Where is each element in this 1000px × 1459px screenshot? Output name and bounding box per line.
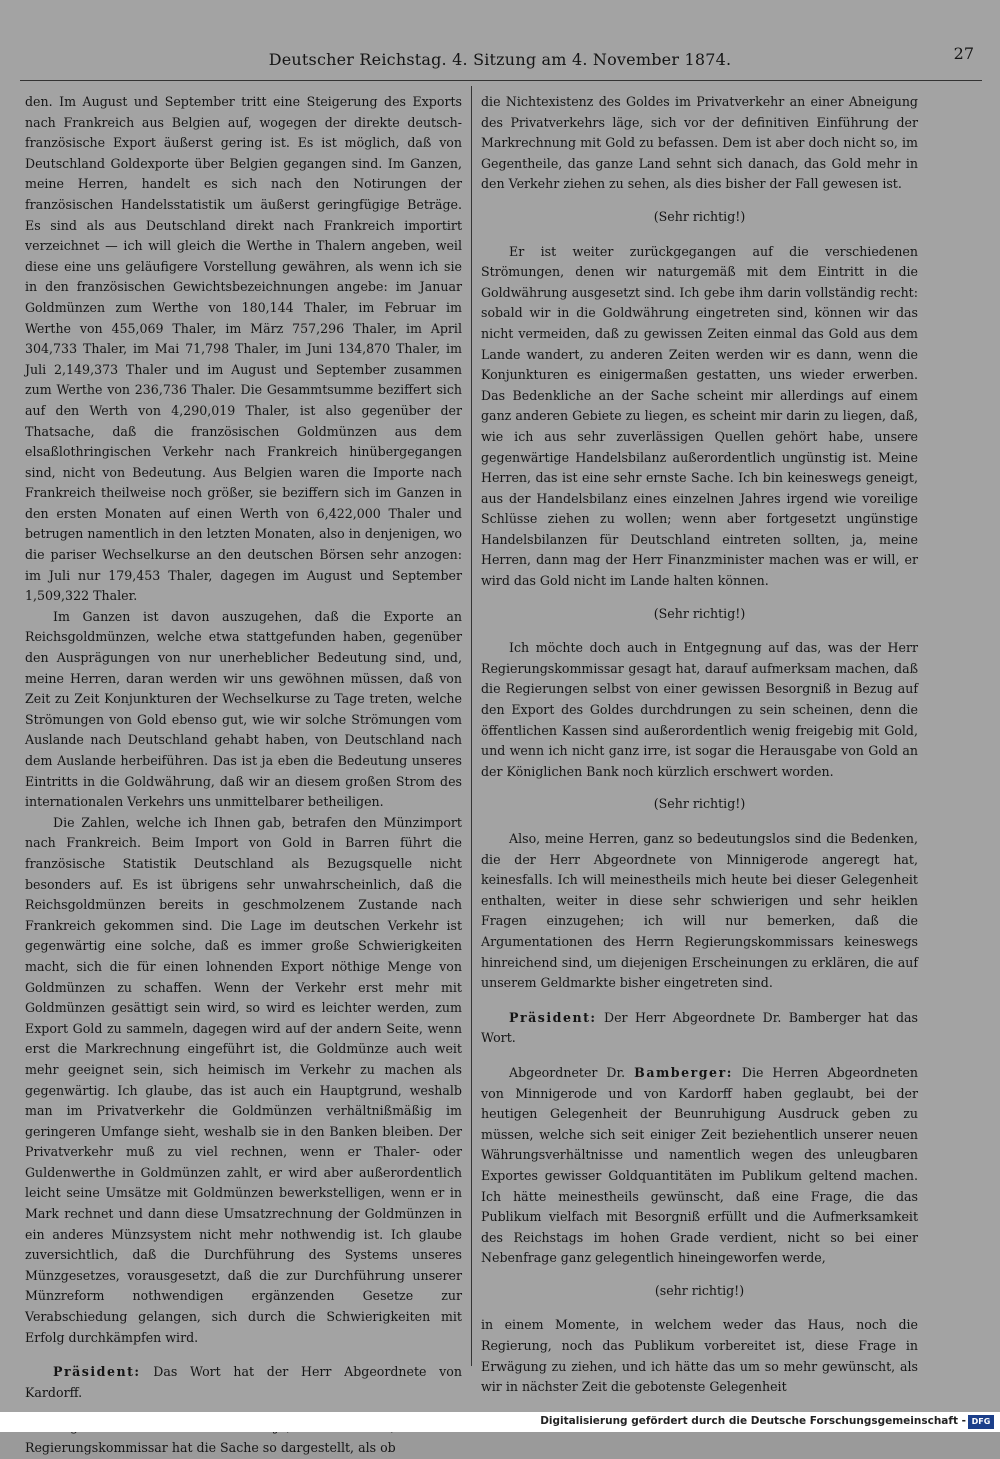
speaker-paragraph: [25, 1362, 462, 1403]
speech-text: Regierungskommissar hat die Sache so dargestellt, als ob: [25, 1440, 396, 1455]
speech-text: Der Herr Abgeordnete Dr. Bamberger hat das Wort.: [481, 1009, 918, 1046]
left-column: [25, 92, 462, 1459]
dfg-logo: DFG: [968, 1415, 994, 1429]
speaker-paragraph: [481, 1063, 918, 1269]
interjection: (Sehr richtig!): [653, 605, 746, 621]
footer-bar: [0, 1412, 1000, 1432]
interjection: (Sehr richtig!): [653, 796, 746, 812]
speech-text: Die Herren Abgeordneten von Minnigerode und von Kardorff haben geglaubt, bei der heutigen Gelegenheit der Beunruhigung Ausdruck geben zu müssen, welche sich seit einiger Zeit beziehentlich unserer neuen Währungsverhältnisse und namentlich wegen des unleugbaren Exportes gewisser Goldquantitäten im Publikum geltend machen. Ich hätte meinestheils gewünscht, daß eine Frage, die das Publikum vielfach mit Besorgniß erfüllt und die Aufmerksamkeit des Reichstags im hohen Grade verdient, nicht so bei einer Nebenfrage ganz gelegentlich hineingeworfen werde,: [481, 1064, 918, 1266]
paragraph: in einem Momente, in welchem weder das Haus, noch die Regierung, noch das Publikum vorbereitet ist, diese Frage in Erwägung zu ziehen, und ich hätte das um so mehr gewünscht, als wir in nächster Zeit die gebotenste Gelegenheit: [481, 1317, 918, 1395]
speech-text: Das Wort hat der Herr Abgeordnete von Kardorff.: [25, 1364, 462, 1400]
paragraph: die Nichtexistenz des Goldes im Privatverkehr an einer Abneigung des Privatverkehrs läge, sich vor der definitiven Einführung der Markrechnung mit Gold zu befassen. Dem ist aber doch nicht so, im Gegentheile, das ganze Land sehnt sich danach, das Gold mehr in den Verkehr ziehen zu sehen, als dies bisher der Fall gewesen ist.: [481, 94, 918, 192]
header-rule: [20, 80, 982, 81]
speaker-name: Präsident:: [509, 1009, 597, 1025]
interjection: (Sehr richtig!): [653, 208, 746, 224]
page-header: [20, 42, 980, 76]
speaker-paragraph: [481, 1008, 918, 1049]
paragraph: Also, meine Herren, ganz so bedeutungslos sind die Bedenken, die der Herr Abgeordnete von Minnigerode angeregt hat, keinesfalls. Ich will meinestheils mich heute bei dieser Gelegenheit enthalten, weiter in diese sehr schwierigen und sehr heiklen Fragen einzugehen; ich will nur bemerken, daß die Argumentationen des Herrn Regierungskommissars keineswegs hinreichend sind, um diejenigen Erscheinungen zu erklären, die auf unserem Geldmarkte bisher eingetreten sind.: [481, 831, 918, 991]
running-title: Deutscher Reichstag. 4. Sitzung am 4. November 1874.: [268, 50, 732, 69]
paragraph: den. Im August und September tritt eine Steigerung des Exports nach Frankreich aus Belgien auf, wogegen der direkte deutsch-französische Export äußerst gering ist. Es ist möglich, daß von Deutschland Goldexporte über Belgien gegangen sind. Im Ganzen, meine Herren, handelt es sich nach den Notirungen der französischen Handelsstatistik um äußerst geringfügige Beträge. Es sind als aus Deutschland direkt nach Frankreich importirt verzeichnet — ich will gleich die Werthe in Thalern angeben, weil diese eine uns geläufigere Vorstellung gewähren, als wenn ich sie in den französischen Gewichtsbezeichnungen angebe: im Januar Goldmünzen zum Werthe von 180,144 Thaler, im Februar im Werthe von 455,069 Thaler, im März 757,296 Thaler, im April 304,733 Thaler, im Mai 71,798 Thaler, im Juni 134,870 Thaler, im Juli 2,149,373 Thaler und im August und September zusammen zum Werthe von 236,736 Thaler. Die Gesammtsumme beziffert sich auf den Werth von 4,290,019 Thaler, ist also gegenüber der Thatsache, daß die französischen Goldmünzen aus dem elsaßlothringischen Verkehr nach Frankreich hinübergegangen sind, nicht von Bedeutung. Aus Belgien waren die Importe nach Frankreich theilweise noch größer, sie beziffern sich im Ganzen in den ersten Monaten auf einen Werth von 6,422,000 Thaler und betrugen namentlich in den letzten Monaten, also in denjenigen, wo die pariser Wechselkurse an den deutschen Börsen sehr anzogen: im Juli nur 179,453 Thaler, dagegen im August und September 1,509,322 Thaler.: [25, 94, 462, 604]
interjection: (sehr richtig!): [654, 1282, 745, 1298]
funding-credit: Digitalisierung gefördert durch die Deutsche Forschungsgemeinschaft -: [540, 1415, 966, 1427]
column-divider: [471, 86, 472, 1366]
speaker-name: Präsident:: [53, 1364, 141, 1380]
paragraph: Er ist weiter zurückgegangen auf die verschiedenen Strömungen, denen wir naturgemäß mit dem Eintritt in die Goldwährung ausgesetzt sind. Ich gebe ihm darin vollständig recht: sobald wir in die Goldwährung eingetreten sind, können wir das nicht vermeiden, daß zu gewissen Zeiten einmal das Gold aus dem Lande wandert, zu anderen Zeiten werden wir es dann, wenn die Konjunkturen es einigermaßen gestatten, uns wieder erwerben. Das Bedenkliche an der Sache scheint mir allerdings auf einem ganz anderen Gebiete zu liegen, es scheint mir darin zu liegen, daß, wie ich aus sehr zuverlässigen Quellen gehört habe, unsere gegenwärtige Handelsbilanz außerordentlich ungünstig ist. Meine Herren, das ist eine sehr ernste Sache. Ich bin keineswegs geneigt, aus der Handelsbilanz eines einzelnen Jahres irgend wie voreilige Schlüsse ziehen zu wollen; wenn aber fortgesetzt ungünstige Handelsbilanzen für Deutschland eintreten sollten, ja, meine Herren, dann mag der Herr Finanzminister machen was er will, er wird das Gold nicht im Lande halten können.: [481, 243, 918, 589]
paragraph: Im Ganzen ist davon auszugehen, daß die Exporte an Reichsgoldmünzen, welche etwa stattgefunden haben, gegenüber den Ausprägungen von nur unerheblicher Bedeutung sind, und, meine Herren, daran werden wir uns gewöhnen müssen, daß von Zeit zu Zeit Konjunkturen der Wechselkurse zu Tage treten, welche Strömungen von Gold ebenso gut, wie wir solche Strömungen vom Auslande nach Deutschland gehabt haben, von Deutschland nach dem Auslande herbeiführen. Das ist ja eben die Bedeutung unseres Eintritts in die Goldwährung, daß wir an diesem großen Strom des internationalen Verkehrs uns unmittelbarer betheiligen.: [25, 608, 462, 810]
paragraph: Ich möchte doch auch in Entgegnung auf das, was der Herr Regierungskommissar gesagt hat, darauf aufmerksam machen, daß die Regierungen selbst von einer gewissen Besorgniß in Bezug auf den Export des Goldes durchdrungen zu sein scheinen, denn die öffentlichen Kassen sind außerordentlich wenig freigebig mit Gold, und wenn ich nicht ganz irre, ist sogar die Herausgabe von Gold an der Königlichen Bank noch kürzlich erschwert worden.: [481, 640, 918, 779]
page-number: 27: [953, 44, 974, 63]
speaker-name: Bamberger:: [634, 1064, 733, 1080]
paragraph: Die Zahlen, welche ich Ihnen gab, betrafen den Münzimport nach Frankreich. Beim Import von Gold in Barren führt die französische Statistik Deutschland als Bezugsquelle nicht besonders auf. Es ist übrigens sehr unwahrscheinlich, daß die Reichsgoldmünzen bereits in geschmolzenem Zustande nach Frankreich gekommen sind. Die Lage im deutschen Verkehr ist gegenwärtig eine solche, daß es immer große Schwierigkeiten macht, sich die für einen lohnenden Export nöthige Menge von Goldmünzen zu schaffen. Wenn der Verkehr erst mehr mit Goldmünzen gesättigt sein wird, so wird es leichter werden, zum Export Gold zu sammeln, dagegen wird auf der andern Seite, wenn erst die Markrechnung eingeführt ist, die Goldmünze auch weit mehr geeignet sein, sich heimisch im Verkehr zu machen als gegenwärtig. Ich glaube, das ist auch ein Hauptgrund, weshalb man im Privatverkehr die Goldmünzen verhältnißmäßig im geringeren Umfange sieht, weshalb sie in den Banken bleiben. Der Privatverkehr muß zu viel rechnen, wenn er Thaler- oder Guldenwerthe in Goldmünzen zahlt, er wird aber außerordentlich leicht seine Umsätze mit Goldmünzen bewerkstelligen, wenn er in Mark rechnet und dann diese Umsatzrechnung der Goldmünzen in ein anderes Münzsystem nicht mehr nothwendig ist. Ich glaube zuversichtlich, daß die Durchführung des Systems unseres Münzgesetzes, vorausgesetzt, daß die zur Durchführung unserer Münzreform nothwendigen ergänzenden Gesetze zur Verabschiedung gelangen, sich durch die Schwierigkeiten mit Erfolg durchkämpfen wird.: [25, 814, 462, 1345]
speaker-title: Abgeordneter Dr.: [509, 1064, 635, 1080]
right-column: [481, 92, 918, 1398]
